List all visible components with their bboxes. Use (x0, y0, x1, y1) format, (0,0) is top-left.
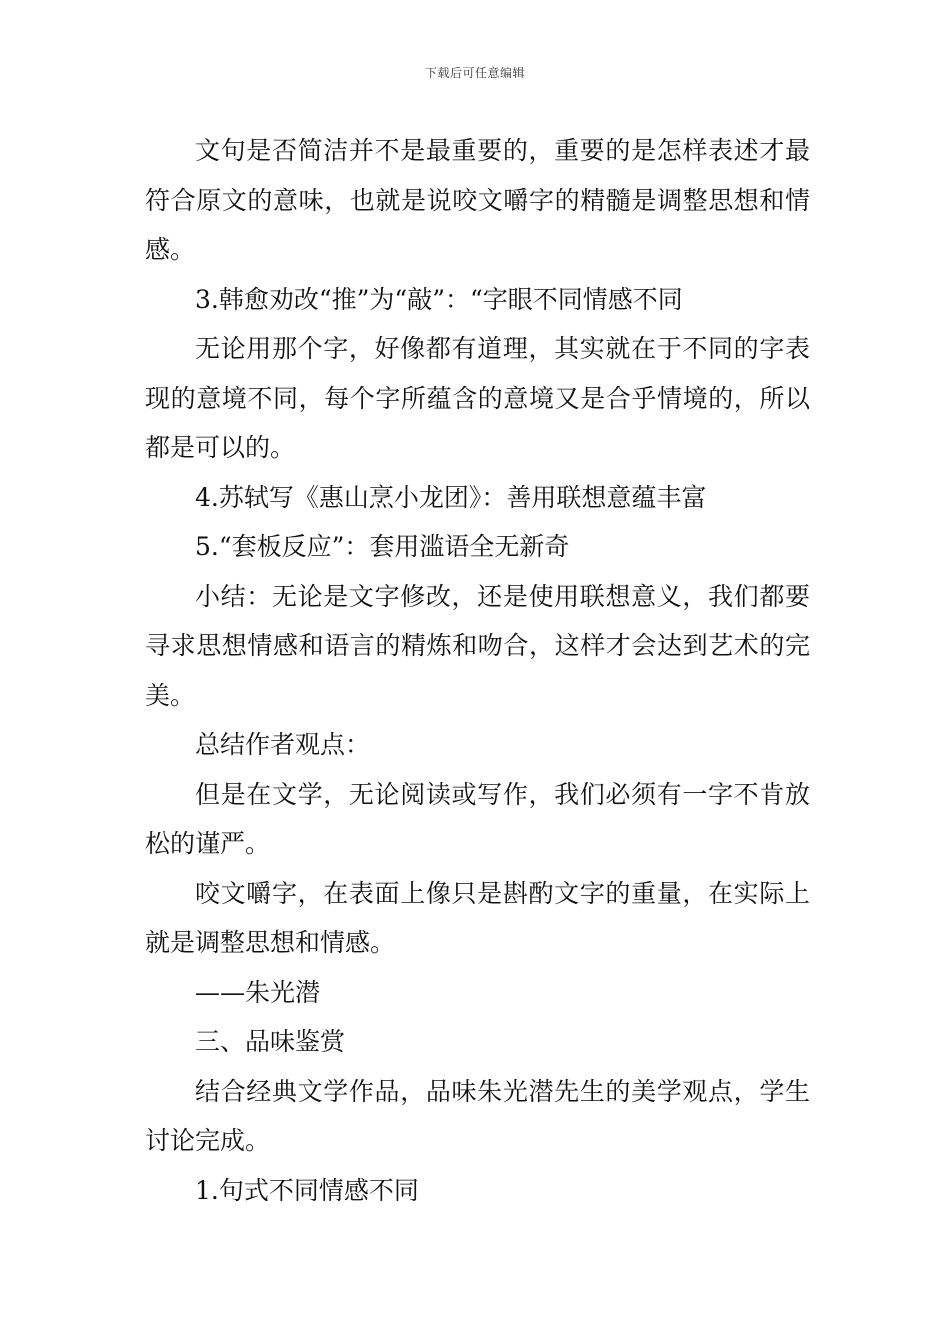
document-body (145, 126, 810, 1215)
paragraph: 3.韩愈劝改“推”为“敲”：“字眼不同情感不同 (195, 284, 683, 314)
paragraph: 文句是否简洁并不是最重要的，重要的是怎样表述才最符合原文的意味，也就是说咬文嚼字的精髓是调整思想和情感。 (145, 136, 810, 264)
paragraph: 无论用那个字，好像都有道理，其实就在于不同的字表现的意境不同，每个字所蕴含的意境又是合乎情境的，所以都是可以的。 (145, 334, 810, 462)
paragraph: 咬文嚼字，在表面上像只是斟酌文字的重量，在实际上就是调整思想和情感。 (145, 878, 810, 957)
signature-line: ——朱光潜 (195, 977, 321, 1007)
paragraph: 但是在文学，无论阅读或写作，我们必须有一字不肯放松的谨严。 (145, 779, 810, 858)
page-header-note: 下载后可任意编辑 (424, 66, 525, 80)
list-item: 1.句式不同情感不同 (195, 1175, 419, 1205)
paragraph: 小结：无论是文字修改，还是使用联想意义，我们都要寻求思想情感和语言的精炼和吻合，这样才会达到艺术的完美。 (145, 581, 810, 710)
paragraph: 5.“套板反应”：套用滥语全无新奇 (195, 532, 570, 561)
paragraph: 总结作者观点： (195, 730, 371, 759)
paragraph: 4.苏轼写《惠山烹小龙团》：善用联想意蕴丰富 (195, 482, 707, 512)
section-heading: 三、品味鉴赏 (195, 1027, 346, 1056)
paragraph: 结合经典文学作品，品味朱光潜先生的美学观点，学生讨论完成。 (145, 1076, 810, 1155)
